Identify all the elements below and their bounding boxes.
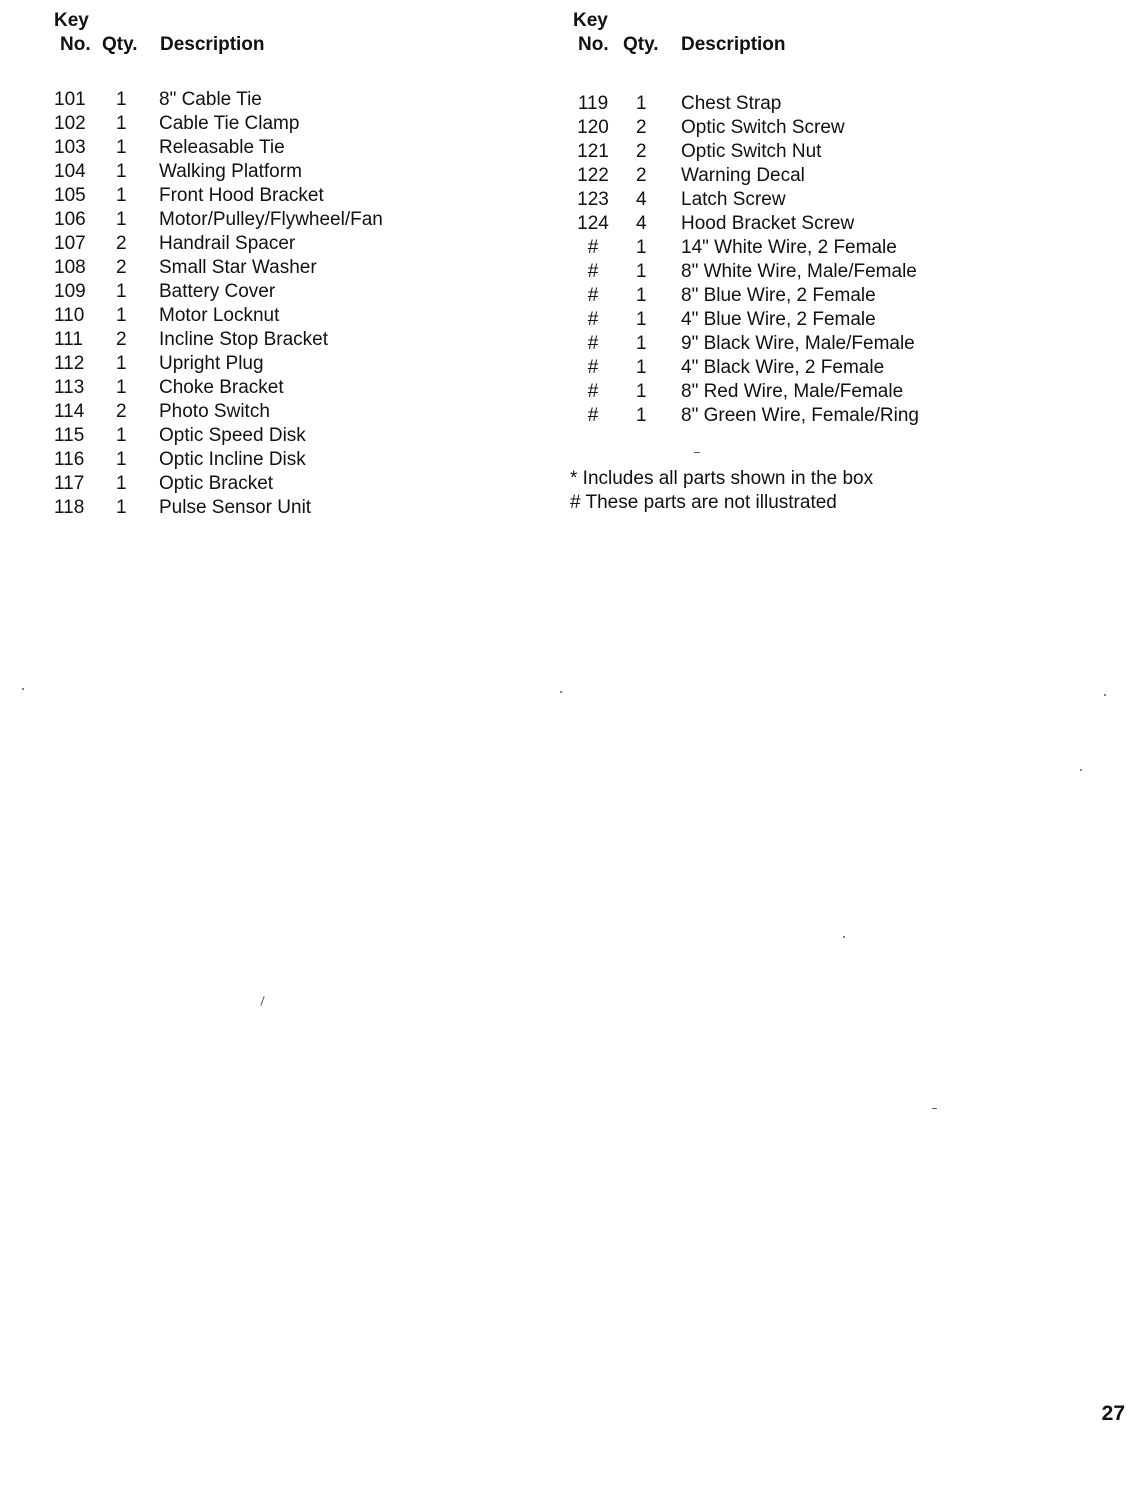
part-row (570, 332, 1090, 356)
part-quantity: 2 (116, 233, 127, 254)
part-row (570, 188, 1090, 212)
part-description: Motor Locknut (159, 305, 280, 326)
part-description: Motor/Pulley/Flywheel/Fan (159, 209, 383, 230)
hash-footnote: # These parts are not illustrated (570, 492, 837, 513)
part-key-number: 121 (577, 141, 609, 162)
column-header-row (570, 34, 1090, 58)
part-description: 8" Blue Wire, 2 Female (681, 285, 876, 306)
part-quantity: 1 (636, 261, 647, 282)
part-quantity: 1 (636, 285, 647, 306)
part-description: 8" Red Wire, Male/Female (681, 381, 904, 402)
part-description: Upright Plug (159, 353, 264, 374)
part-quantity: 1 (116, 425, 127, 446)
part-key-number: 119 (577, 93, 609, 114)
part-description: Handrail Spacer (159, 233, 296, 254)
part-quantity: 1 (116, 113, 127, 134)
part-description: Chest Strap (681, 93, 782, 114)
part-description: Optic Switch Screw (681, 117, 845, 138)
scan-speck (560, 691, 562, 693)
part-row (570, 164, 1090, 188)
part-key-number: 124 (577, 213, 609, 234)
part-quantity: 1 (636, 333, 647, 354)
part-description: 8" White Wire, Male/Female (681, 261, 917, 282)
part-description: Optic Incline Disk (159, 449, 306, 470)
part-quantity: 1 (116, 305, 127, 326)
part-row (570, 236, 1090, 260)
part-key-number: # (587, 237, 599, 258)
part-quantity: 1 (116, 281, 127, 302)
part-key-number: 112 (54, 353, 85, 374)
part-description: 4" Black Wire, 2 Female (681, 357, 885, 378)
part-row (570, 356, 1090, 380)
scan-speck (1104, 694, 1106, 696)
qty-header-label: Qty. (623, 34, 659, 55)
description-header-label: Description (681, 34, 786, 55)
scan-speck (1080, 769, 1082, 771)
part-description: Latch Screw (681, 189, 786, 210)
part-row (54, 256, 514, 280)
part-key-number: 106 (54, 209, 86, 230)
part-key-number: 118 (54, 497, 85, 518)
part-quantity: 2 (636, 141, 647, 162)
part-row (54, 112, 514, 136)
part-row (54, 232, 514, 256)
parts-list-left (54, 88, 514, 520)
part-key-number: 110 (54, 305, 85, 326)
part-key-number: # (587, 261, 599, 282)
part-description: 4" Blue Wire, 2 Female (681, 309, 876, 330)
scan-speck (22, 688, 24, 690)
part-row (54, 448, 514, 472)
key-header-label: Key (54, 10, 89, 31)
part-quantity: 1 (636, 309, 647, 330)
part-quantity: 1 (636, 357, 647, 378)
part-row (570, 116, 1090, 140)
part-row (54, 472, 514, 496)
part-description: Walking Platform (159, 161, 302, 182)
part-key-number: 123 (577, 189, 609, 210)
column-header-key-row (54, 10, 514, 34)
part-key-number: 120 (577, 117, 609, 138)
part-description: Optic Speed Disk (159, 425, 306, 446)
part-row (54, 304, 514, 328)
part-row (570, 284, 1090, 308)
part-quantity: 1 (636, 237, 647, 258)
part-row (570, 380, 1090, 404)
part-row (54, 400, 514, 424)
part-quantity: 2 (116, 329, 127, 350)
part-row (570, 404, 1090, 428)
part-key-number: # (587, 333, 599, 354)
part-key-number: 111 (54, 329, 83, 350)
scan-speck (694, 452, 700, 453)
parts-list-left-column (54, 10, 514, 520)
part-quantity: 1 (116, 89, 127, 110)
part-row (54, 160, 514, 184)
part-row (54, 424, 514, 448)
part-key-number: 116 (54, 449, 85, 470)
part-quantity: 4 (636, 189, 647, 210)
part-key-number: 104 (54, 161, 86, 182)
key-header-label: Key (573, 10, 608, 31)
part-row (54, 184, 514, 208)
parts-list-right (570, 92, 1090, 428)
part-row (54, 280, 514, 304)
part-key-number: # (587, 405, 599, 426)
part-quantity: 1 (636, 93, 647, 114)
part-description: Cable Tie Clamp (159, 113, 300, 134)
part-quantity: 2 (116, 401, 127, 422)
no-header-label: No. (60, 34, 91, 55)
part-row (54, 328, 514, 352)
part-description: Optic Switch Nut (681, 141, 822, 162)
part-description: 8" Cable Tie (159, 89, 262, 110)
part-description: Front Hood Bracket (159, 185, 324, 206)
part-row (570, 140, 1090, 164)
part-row (54, 352, 514, 376)
part-description: Battery Cover (159, 281, 276, 302)
part-row (54, 496, 514, 520)
part-row (54, 208, 514, 232)
part-key-number: 117 (54, 473, 85, 494)
part-row (570, 212, 1090, 236)
part-key-number: 101 (54, 89, 86, 110)
part-quantity: 1 (116, 209, 127, 230)
column-header-key-row (570, 10, 1090, 34)
part-description: Pulse Sensor Unit (159, 497, 312, 518)
part-quantity: 1 (116, 353, 127, 374)
part-row (54, 376, 514, 400)
part-description: Releasable Tie (159, 137, 285, 158)
part-row (570, 260, 1090, 284)
part-description: 8" Green Wire, Female/Ring (681, 405, 919, 426)
part-key-number: 113 (54, 377, 85, 398)
scan-speck (932, 1108, 937, 1109)
part-key-number: # (587, 381, 599, 402)
part-quantity: 2 (116, 257, 127, 278)
part-quantity: 1 (116, 137, 127, 158)
part-row (570, 308, 1090, 332)
part-quantity: 2 (636, 117, 647, 138)
part-quantity: 4 (636, 213, 647, 234)
part-quantity: 1 (116, 377, 127, 398)
asterisk-footnote: * Includes all parts shown in the box (570, 468, 874, 489)
part-key-number: 122 (577, 165, 609, 186)
footnotes (570, 467, 873, 515)
part-key-number: # (587, 285, 599, 306)
part-quantity: 1 (116, 473, 127, 494)
part-row (54, 136, 514, 160)
part-description: Photo Switch (159, 401, 270, 422)
part-key-number: 105 (54, 185, 86, 206)
part-row (570, 92, 1090, 116)
part-quantity: 2 (636, 165, 647, 186)
part-description: Hood Bracket Screw (681, 213, 855, 234)
part-key-number: 115 (54, 425, 85, 446)
part-key-number: 107 (54, 233, 86, 254)
part-key-number: 102 (54, 113, 86, 134)
part-description: Small Star Washer (159, 257, 317, 278)
parts-list-right-column (570, 10, 1090, 428)
description-header-label: Description (160, 34, 265, 55)
part-quantity: 1 (116, 185, 127, 206)
part-key-number: 114 (54, 401, 85, 422)
no-header-label: No. (578, 34, 609, 55)
part-key-number: 109 (54, 281, 86, 302)
scan-speck (260, 996, 264, 1006)
part-description: Optic Bracket (159, 473, 274, 494)
column-header-row (54, 34, 514, 58)
part-quantity: 1 (116, 161, 127, 182)
qty-header-label: Qty. (102, 34, 138, 55)
part-description: 9" Black Wire, Male/Female (681, 333, 915, 354)
part-description: Incline Stop Bracket (159, 329, 328, 350)
part-quantity: 1 (636, 405, 647, 426)
part-description: 14" White Wire, 2 Female (681, 237, 897, 258)
part-key-number: 103 (54, 137, 86, 158)
part-row (54, 88, 514, 112)
scan-speck (843, 936, 845, 938)
part-key-number: # (587, 309, 599, 330)
part-quantity: 1 (116, 497, 127, 518)
part-key-number: 108 (54, 257, 86, 278)
part-key-number: # (587, 357, 599, 378)
page-number: 27 (1101, 1402, 1125, 1425)
part-description: Choke Bracket (159, 377, 284, 398)
part-quantity: 1 (116, 449, 127, 470)
part-description: Warning Decal (681, 165, 805, 186)
part-quantity: 1 (636, 381, 647, 402)
